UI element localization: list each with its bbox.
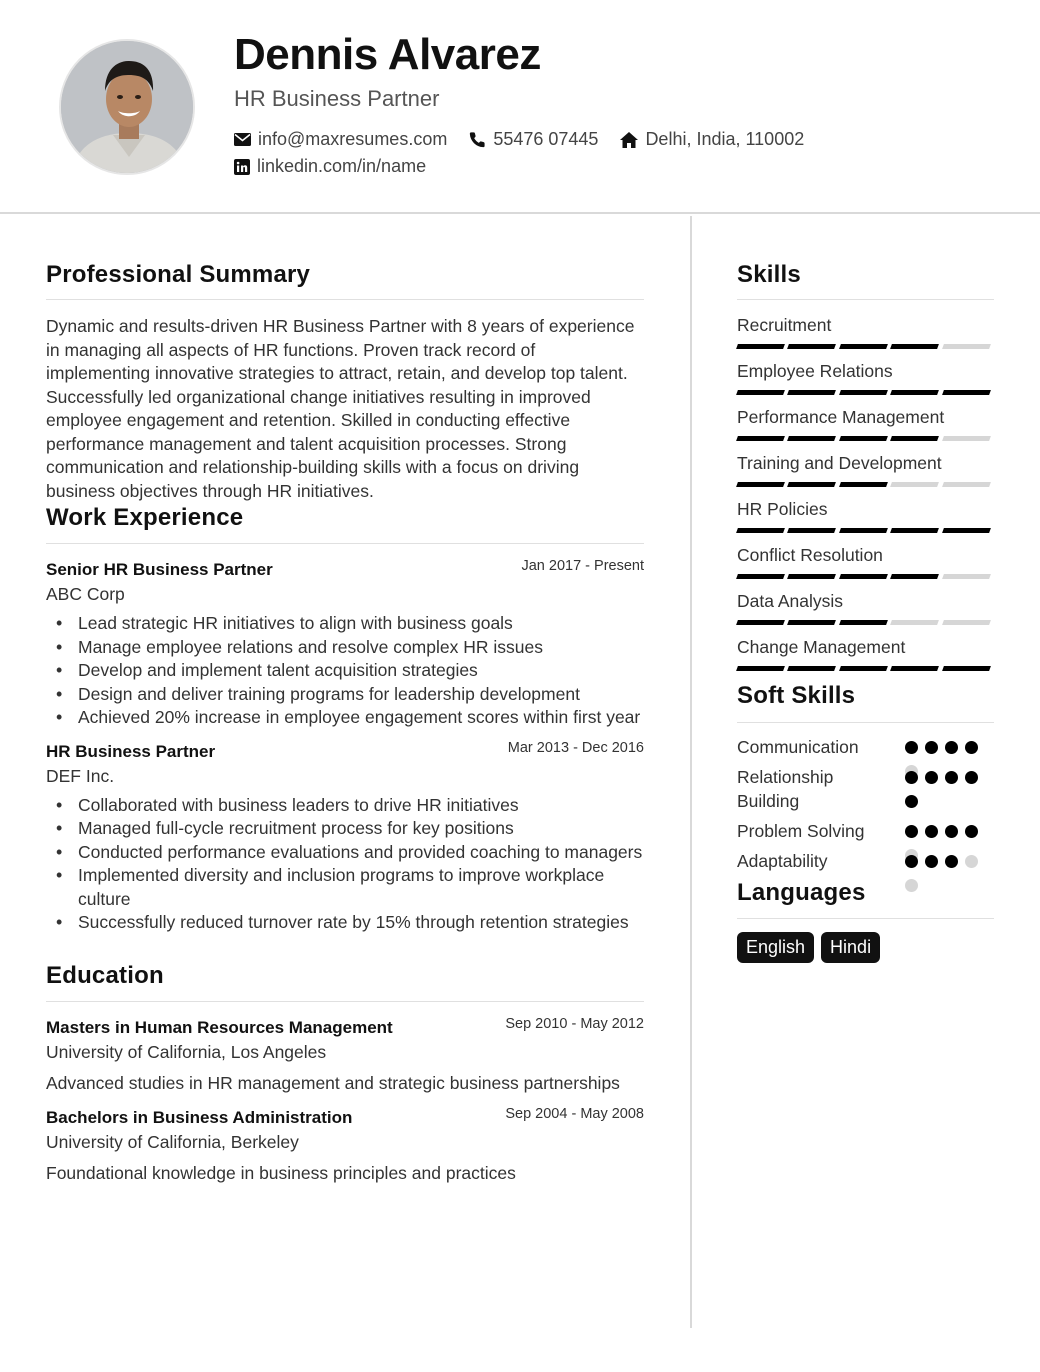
skill-level-segment-filled xyxy=(736,620,785,625)
language-tag: Hindi xyxy=(821,932,880,963)
skill-name: Employee Relations xyxy=(737,361,893,381)
education-heading: Education xyxy=(46,961,164,989)
section-divider xyxy=(46,1001,644,1002)
job-title: Senior HR Business Partner xyxy=(46,560,273,579)
list-item: • Successfully reduced turnover rate by 15% through retention strategies xyxy=(46,911,644,935)
rating-dot-filled xyxy=(905,855,918,868)
rating-dot-filled xyxy=(905,825,918,838)
education-date: Sep 2010 - May 2012 xyxy=(505,1015,644,1032)
skill-level-bar xyxy=(737,344,994,349)
skill-level-segment-filled xyxy=(942,390,991,395)
rating-dot-filled xyxy=(925,825,938,838)
skill-level-segment-filled xyxy=(839,528,888,533)
skill-level-segment-empty xyxy=(942,574,991,579)
person-portrait-icon xyxy=(61,41,195,175)
job-title: HR Business Partner xyxy=(46,741,216,761)
list-item: • Design and deliver training programs for leadership development xyxy=(46,683,644,707)
section-divider xyxy=(737,299,994,300)
soft-skill-item xyxy=(737,849,994,873)
degree-title: Bachelors in Business Administration xyxy=(46,1107,353,1127)
skill-level-segment-empty xyxy=(890,620,939,625)
job-company: DEF Inc. xyxy=(46,765,115,786)
soft-skill-item xyxy=(737,735,994,759)
profile-photo xyxy=(59,39,195,175)
skill-item xyxy=(737,498,994,533)
rating-dot-filled xyxy=(905,741,918,754)
rating-dot-filled xyxy=(905,771,918,784)
skill-level-segment-filled xyxy=(890,344,939,349)
rating-dot-filled xyxy=(945,741,958,754)
soft-skills-heading: Soft Skills xyxy=(737,682,856,709)
skill-level-segment-filled xyxy=(890,390,939,395)
skill-item xyxy=(737,406,994,441)
rating-dot-filled xyxy=(925,741,938,754)
skill-level-segment-empty xyxy=(942,482,991,487)
candidate-name: Dennis Alvarez xyxy=(234,30,541,79)
job-date: Jan 2017 - Present xyxy=(521,558,644,574)
rating-dot-empty xyxy=(905,879,918,892)
soft-skill-name: Adaptability xyxy=(737,851,828,871)
list-item: • Achieved 20% increase in employee engagement scores within first year xyxy=(46,706,644,730)
skill-level-segment-filled xyxy=(787,528,836,533)
rating-dot-filled xyxy=(925,771,938,784)
skill-level-segment-filled xyxy=(787,620,836,625)
section-divider xyxy=(737,722,994,723)
skill-level-bar xyxy=(737,482,994,487)
skill-level-segment-filled xyxy=(736,482,785,487)
rating-dot-filled xyxy=(945,825,958,838)
skill-name: Change Management xyxy=(737,637,906,657)
soft-skill-item xyxy=(737,819,994,843)
linkedin-text: linkedin.com/in/name xyxy=(257,156,427,176)
summary-heading: Professional Summary xyxy=(46,261,311,288)
skills-list xyxy=(737,314,994,671)
contact-row xyxy=(234,156,448,177)
skill-level-segment-filled xyxy=(839,390,888,395)
skill-level-segment-filled xyxy=(839,344,888,349)
skill-level-segment-filled xyxy=(787,436,836,441)
rating-dot-filled xyxy=(945,771,958,784)
skill-level-segment-filled xyxy=(787,482,836,487)
rating-dot-filled xyxy=(925,855,938,868)
skill-level-segment-filled xyxy=(787,344,836,349)
soft-skill-item xyxy=(737,765,994,813)
skill-level-segment-filled xyxy=(890,436,939,441)
summary-text: Dynamic and results-driven HR Business Partner with 8 years of experience in managing all aspects of HR functions. Proven track record of implementing innovative strategies to attract, retain, and develop top talent. Successfully led organizational change initiatives resulting in improved employee engagement and retention. Skilled in conducting effective performance management and talent acquisition processes. Strong communication and relationship-building skills with a focus on driving business objectives through HR initiatives. xyxy=(46,316,635,501)
resume-header xyxy=(0,0,1040,214)
skill-level-segment-filled xyxy=(839,574,888,579)
skill-level-segment-empty xyxy=(890,482,939,487)
education-header xyxy=(46,1105,644,1131)
soft-skill-name: Relationship Building xyxy=(737,767,834,811)
skill-level-segment-filled xyxy=(736,390,785,395)
skill-level-bar xyxy=(737,666,994,671)
soft-skill-name: Problem Solving xyxy=(737,821,865,841)
skill-item xyxy=(737,314,994,349)
contact-phone[interactable] xyxy=(469,129,598,150)
job-date: Mar 2013 - Dec 2016 xyxy=(507,739,644,756)
job-header xyxy=(46,560,644,583)
skill-level-segment-filled xyxy=(890,528,939,533)
education-description: Foundational knowledge in business principles and practices xyxy=(46,1162,516,1183)
list-item: • Collaborated with business leaders to drive HR initiatives xyxy=(46,794,644,818)
skill-item xyxy=(737,452,994,487)
soft-skill-name: Communication xyxy=(737,737,859,757)
skill-item xyxy=(737,590,994,625)
skill-level-segment-filled xyxy=(736,666,785,671)
skill-level-segment-filled xyxy=(839,436,888,441)
list-item: • Conducted performance evaluations and provided coaching to managers xyxy=(46,841,644,865)
home-icon xyxy=(620,132,638,148)
experience-heading: Work Experience xyxy=(46,504,244,531)
skill-item xyxy=(737,636,994,671)
skill-name: Training and Development xyxy=(737,453,942,473)
skill-level-segment-empty xyxy=(942,620,991,625)
skill-level-bar xyxy=(737,390,994,395)
candidate-title: HR Business Partner xyxy=(234,86,440,111)
skill-level-segment-empty xyxy=(942,436,991,441)
degree-title: Masters in Human Resources Management xyxy=(46,1017,393,1037)
side-column xyxy=(737,216,994,963)
phone-icon xyxy=(469,131,486,148)
skill-level-segment-filled xyxy=(890,574,939,579)
skill-level-segment-filled xyxy=(839,666,888,671)
skill-level-segment-filled xyxy=(839,482,888,487)
section-divider xyxy=(46,299,644,300)
contact-linkedin[interactable] xyxy=(234,156,426,177)
contact-row xyxy=(234,129,826,150)
job-entry xyxy=(46,739,644,935)
school-name: University of California, Berkeley xyxy=(46,1131,299,1152)
skill-level-segment-filled xyxy=(942,528,991,533)
rating-dot-filled xyxy=(945,855,958,868)
skill-name: Conflict Resolution xyxy=(737,545,883,565)
rating-dot-filled xyxy=(965,771,978,784)
job-bullets xyxy=(46,794,644,935)
languages-heading: Languages xyxy=(737,879,866,906)
phone-text: 55476 07445 xyxy=(493,129,599,149)
skill-level-segment-filled xyxy=(942,666,991,671)
skill-level-segment-filled xyxy=(736,528,785,533)
section-divider xyxy=(46,543,644,544)
section-divider xyxy=(737,918,994,919)
skill-level-segment-filled xyxy=(736,344,785,349)
skill-level-bar xyxy=(737,528,994,533)
envelope-icon xyxy=(234,133,251,146)
column-divider xyxy=(690,216,692,1328)
education-header xyxy=(46,1015,644,1041)
skill-name: Data Analysis xyxy=(737,591,844,611)
skill-level-segment-filled xyxy=(787,390,836,395)
skill-level-bar xyxy=(737,436,994,441)
skill-level-segment-filled xyxy=(787,574,836,579)
skill-level-segment-filled xyxy=(787,666,836,671)
contact-address xyxy=(620,129,804,150)
school-name: University of California, Los Angeles xyxy=(46,1041,327,1062)
skill-level-segment-filled xyxy=(839,620,888,625)
job-entry xyxy=(46,560,644,730)
email-text: info@maxresumes.com xyxy=(258,129,448,149)
skill-level-segment-filled xyxy=(890,666,939,671)
job-bullets xyxy=(46,612,644,730)
job-header xyxy=(46,739,644,765)
contact-email[interactable] xyxy=(234,129,447,150)
skill-level-segment-filled xyxy=(736,574,785,579)
skills-heading: Skills xyxy=(737,261,801,288)
skill-level-bar xyxy=(737,574,994,579)
main-column xyxy=(46,216,644,1185)
skill-name: HR Policies xyxy=(737,499,828,519)
skill-level-bar xyxy=(737,620,994,625)
rating-dot-filled xyxy=(965,825,978,838)
education-date: Sep 2004 - May 2008 xyxy=(505,1105,644,1122)
list-item: • Implemented diversity and inclusion programs to improve workplace culture xyxy=(46,864,644,911)
rating-dot-filled xyxy=(965,741,978,754)
skill-name: Recruitment xyxy=(737,315,832,335)
soft-skills-list xyxy=(737,735,994,873)
list-item: • Manage employee relations and resolve complex HR issues xyxy=(46,636,644,660)
list-item: • Managed full-cycle recruitment process for key positions xyxy=(46,817,644,841)
skill-item xyxy=(737,544,994,579)
skill-name: Performance Management xyxy=(737,407,945,427)
education-description: Advanced studies in HR management and strategic business partnerships xyxy=(46,1072,620,1093)
address-text: Delhi, India, 110002 xyxy=(645,129,805,149)
list-item: • Develop and implement talent acquisition strategies xyxy=(46,659,644,683)
job-company: ABC Corp xyxy=(46,584,125,604)
language-tag: English xyxy=(737,932,814,963)
education-entry xyxy=(46,1015,644,1095)
skill-level-segment-empty xyxy=(942,344,991,349)
education-entry xyxy=(46,1105,644,1185)
rating-dot-filled xyxy=(905,795,918,808)
linkedin-icon xyxy=(234,159,250,175)
skill-level-segment-filled xyxy=(736,436,785,441)
skill-item xyxy=(737,360,994,395)
rating-dot-empty xyxy=(965,855,978,868)
languages-list xyxy=(737,932,994,963)
list-item: • Lead strategic HR initiatives to align with business goals xyxy=(46,612,644,636)
